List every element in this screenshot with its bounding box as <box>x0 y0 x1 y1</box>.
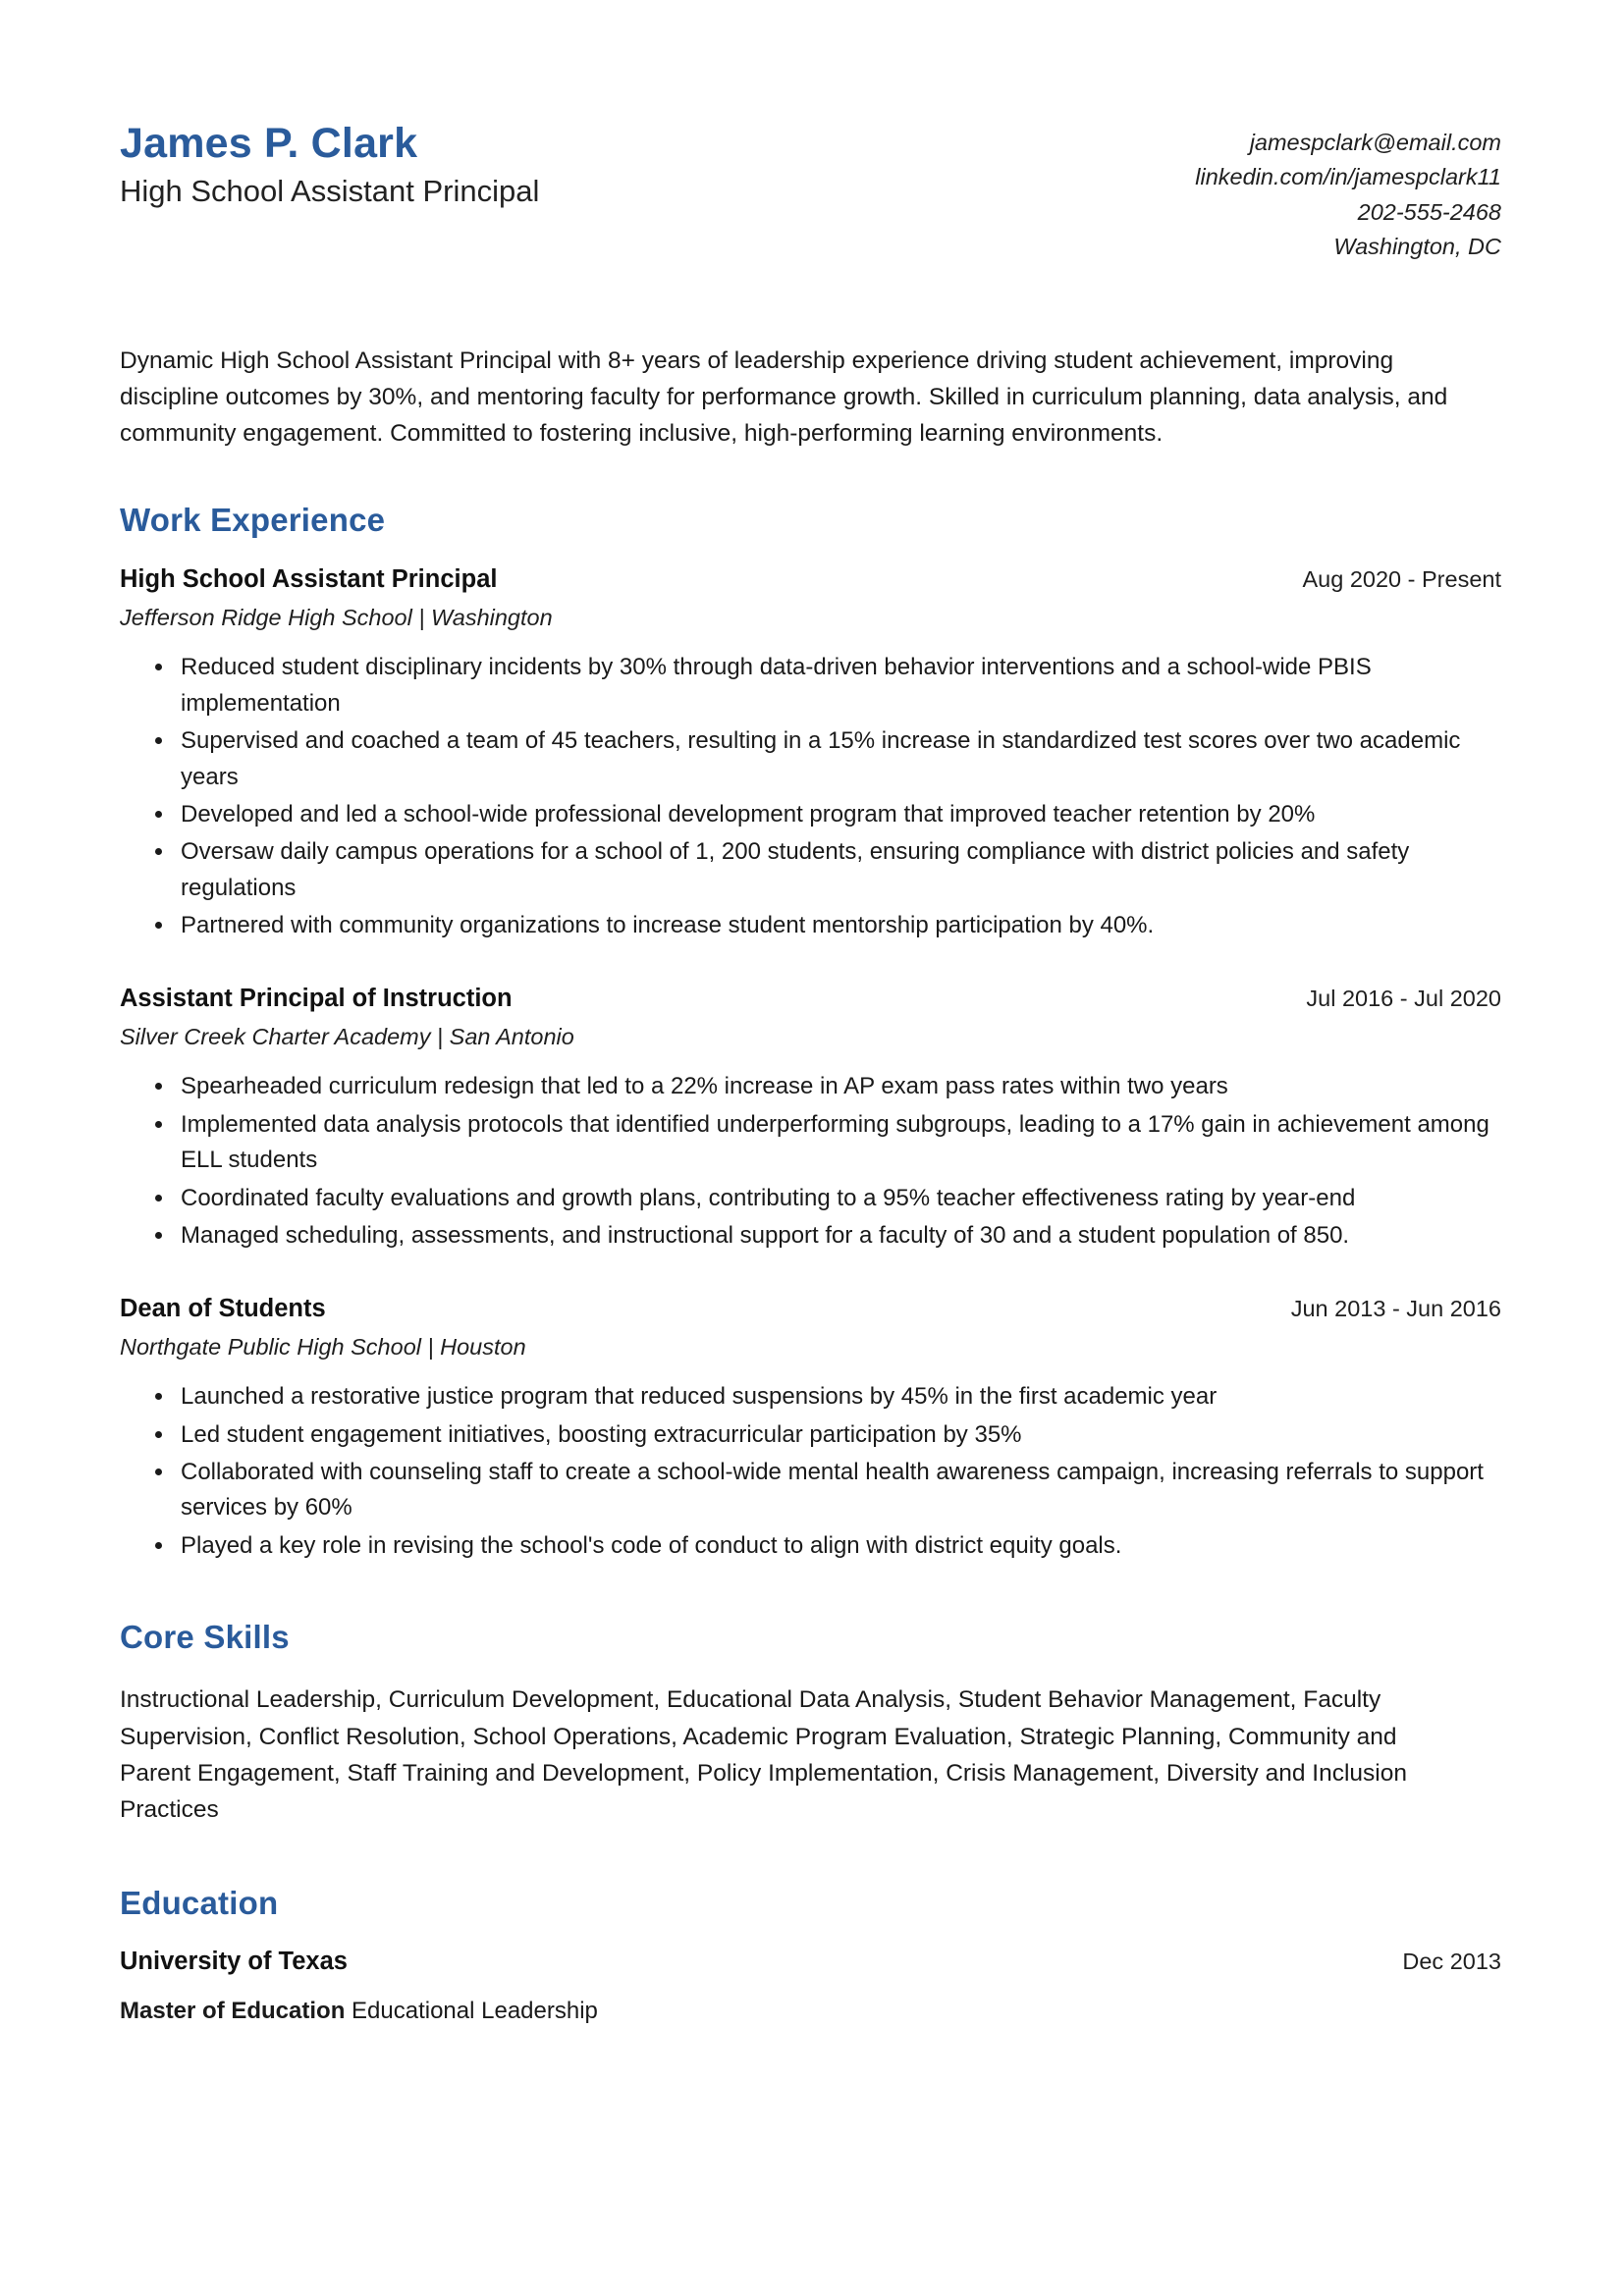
contact-email[interactable]: jamespclark@email.com <box>1249 130 1501 155</box>
list-item: Oversaw daily campus operations for a school of 1, 200 students, ensuring compliance with district policies and safety regulations <box>155 834 1501 906</box>
list-item: Developed and led a school-wide professional development program that improved teacher retention by 20% <box>155 797 1501 832</box>
work-entry-organization: Jefferson Ridge High School | Washington <box>120 604 553 630</box>
work-entry <box>120 984 1501 1255</box>
work-entry-date: Jun 2013 - Jun 2016 <box>1290 1295 1501 1321</box>
list-item: Managed scheduling, assessments, and instructional support for a faculty of 30 and a student population of 850. <box>155 1218 1501 1254</box>
list-item: Partnered with community organizations to increase student mentorship participation by 40%. <box>155 908 1501 943</box>
work-entry-header <box>120 564 1501 596</box>
candidate-job-title: High School Assistant Principal <box>120 174 540 209</box>
work-entry-header <box>120 1294 1501 1325</box>
work-entry-role: Assistant Principal of Instruction <box>120 984 513 1012</box>
work-entry-organization: Northgate Public High School | Houston <box>120 1333 526 1360</box>
list-item: Implemented data analysis protocols that identified underperforming subgroups, leading to a 17% gain in achievement among ELL students <box>155 1107 1501 1179</box>
identity-block <box>120 116 539 209</box>
work-entry-date: Jul 2016 - Jul 2020 <box>1306 985 1501 1011</box>
work-entry-bullets <box>120 1379 1501 1564</box>
contact-linkedin[interactable]: linkedin.com/in/jamespclark11 <box>1195 164 1501 190</box>
list-item: Coordinated faculty evaluations and growth plans, contributing to a 95% teacher effectiveness rating by year-end <box>155 1181 1501 1216</box>
list-item: Reduced student disciplinary incidents by 30% through data-driven behavior interventions and a school-wide PBIS implementation <box>155 650 1501 721</box>
contact-phone[interactable]: 202-555-2468 <box>1357 198 1501 225</box>
section-work-experience <box>120 502 1501 1565</box>
list-item: Collaborated with counseling staff to create a school-wide mental health awareness campaign, increasing referrals to support services by 60% <box>155 1455 1501 1526</box>
work-entry-organization: Silver Creek Charter Academy | San Antonio <box>120 1023 574 1049</box>
work-entry-bullets <box>120 1069 1501 1254</box>
list-item: Spearheaded curriculum redesign that led to a 22% increase in AP exam pass rates within two years <box>155 1069 1501 1104</box>
work-entry-date: Aug 2020 - Present <box>1302 565 1501 592</box>
work-entry <box>120 1294 1501 1565</box>
candidate-name: James P. Clark <box>120 120 418 167</box>
section-title-education: Education <box>120 1885 279 1922</box>
education-school: University of Texas <box>120 1948 348 1976</box>
education-field: Educational Leadership <box>352 1998 598 2025</box>
list-item: Played a key role in revising the school's code of conduct to align with district equity goals. <box>155 1528 1501 1564</box>
list-item: Launched a restorative justice program that reduced suspensions by 45% in the first academic year <box>155 1379 1501 1415</box>
section-title-work-experience: Work Experience <box>120 501 386 538</box>
education-degree: Master of Education <box>120 1998 346 2025</box>
work-entry-bullets <box>120 650 1501 944</box>
contact-block <box>1195 116 1501 264</box>
work-entry <box>120 564 1501 944</box>
contact-location: Washington, DC <box>1333 233 1501 259</box>
work-entry-role: Dean of Students <box>120 1294 326 1322</box>
section-core-skills <box>120 1619 1501 1828</box>
work-entry-role: High School Assistant Principal <box>120 564 498 593</box>
section-education <box>120 1885 1501 2025</box>
education-entry <box>120 1948 1501 2025</box>
education-degree-line <box>120 1998 1501 2025</box>
resume-header <box>120 116 1501 264</box>
list-item: Led student engagement initiatives, boosting extracurricular participation by 35% <box>155 1417 1501 1453</box>
education-date: Dec 2013 <box>1402 1949 1501 1975</box>
professional-summary: Dynamic High School Assistant Principal with 8+ years of leadership experience driving student achievement, improving discipline outcomes by 30%, and mentoring faculty for performance growth. Skilled in curriculum planning, data analysis, and community engagement. Committed to fostering inclusive, high-performing learning environments. <box>120 347 1448 448</box>
work-entry-header <box>120 984 1501 1015</box>
education-entry-header <box>120 1948 1501 1976</box>
core-skills-text: Instructional Leadership, Curriculum Development, Educational Data Analysis, Student Behavior Management, Faculty Supervision, Conflict Resolution, School Operations, Academic Program Evaluation, Strategic Planning, Community and Parent Engagement, Staff Training and Development, Policy Implementation, Crisis Management, Diversity and Inclusion Practices <box>120 1686 1407 1824</box>
section-title-core-skills: Core Skills <box>120 1619 290 1656</box>
list-item: Supervised and coached a team of 45 teachers, resulting in a 15% increase in standardized test scores over two academic years <box>155 723 1501 795</box>
